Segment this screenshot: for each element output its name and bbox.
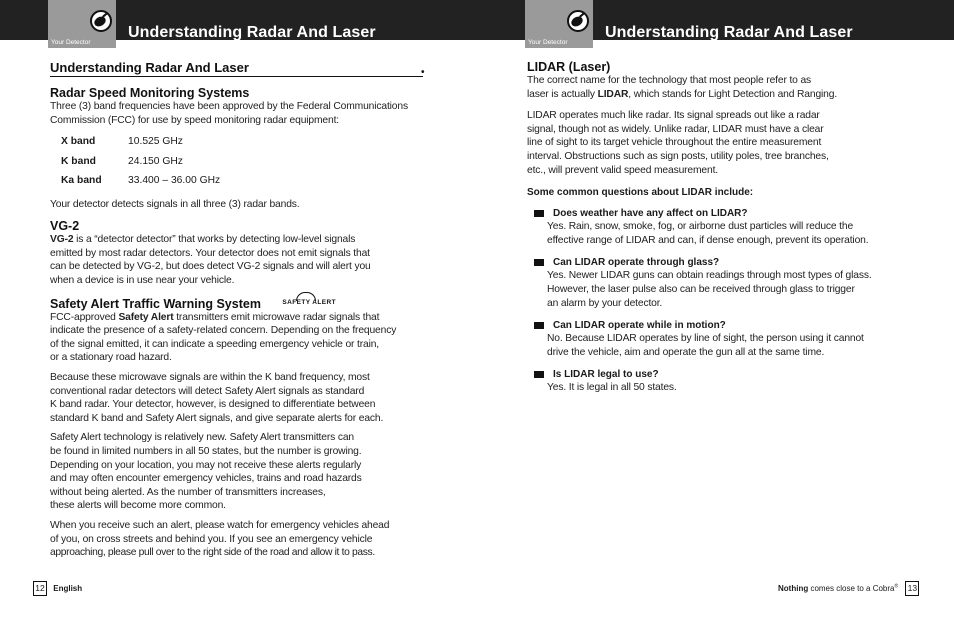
radar-detector-icon — [567, 10, 589, 32]
tab-label: Your Detector — [51, 39, 91, 46]
section-tab — [525, 0, 593, 48]
footer-language: English — [53, 584, 83, 593]
rule-dot: • — [421, 67, 425, 78]
qa-item: Does weather have any affect on LIDAR? Yes. Rain, snow, smoke, fog, or airborne dust particles will reduce the effective range of LIDAR and can, if dense enough, prevent its operation. — [527, 207, 872, 247]
radar-heading: Radar Speed Monitoring Systems — [50, 86, 250, 100]
right-page — [477, 0, 954, 630]
square-bullet-icon — [534, 322, 544, 329]
lidar-paragraph-2: LIDAR operates much like radar. Its signal spreads out like a radar signal, though not as widely. Unlike radar, LIDAR must have a clear line of sight to its target vehicle throughout the entire measurement interval. Obstructions such as sign posts, utility poles, tree branches, etc., will prevent valid speed measurement. — [527, 110, 829, 176]
qa-item: Is LIDAR legal to use? Yes. It is legal in all 50 states. — [527, 368, 872, 395]
left-content — [50, 60, 423, 560]
radar-outro: Your detector detects signals in all three (3) radar bands. — [50, 198, 300, 210]
vg2-paragraph: VG-2 is a “detector detector” that works by detecting low-level signals emitted by most radar detectors. Your detector does not emit signals that can be detected by VG-2, but does detect VG-2 signals and will alert you when a device is in use near your vehicle. — [50, 234, 371, 287]
page-footer — [778, 581, 919, 596]
lidar-paragraph-1: The correct name for the technology that most people refer to as laser is actually LIDAR, which stands for Light Detection and Ranging. — [527, 75, 838, 100]
radar-intro: Three (3) band frequencies have been approved by the Federal Communications Commission (FCC) for use by speed monitoring radar equipment: — [50, 101, 408, 126]
safety-paragraph-3: Safety Alert technology is relatively new. Safety Alert transmitters can be found in limited numbers in all 50 states, but the number is growing. Depending on your location, you may not receive these alerts regularly and may often encounter emergency vehicles, trains and road hazards without being alerted. As the number of transmitters increases, these alerts will become more common. — [50, 432, 362, 512]
vg2-heading: VG-2 — [50, 219, 80, 234]
square-bullet-icon — [534, 371, 544, 378]
band-row: K band 24.150 GHz — [61, 155, 183, 167]
radar-detector-icon — [90, 10, 112, 32]
band-table — [61, 132, 423, 191]
section-title: Understanding Radar And Laser — [50, 60, 423, 77]
section-tab — [48, 0, 116, 48]
square-bullet-icon — [534, 259, 544, 266]
tab-label: Your Detector — [528, 39, 568, 46]
qa-item: Can LIDAR operate while in motion? No. Because LIDAR operates by line of sight, the person using it cannot drive the vehicle, aim and operate the gun all at the same time. — [527, 319, 872, 359]
qa-item: Can LIDAR operate through glass? Yes. Newer LIDAR guns can obtain readings through most types of glass. However, the laser pulse also can be received through glass to trigger an alarm by your detector. — [527, 256, 872, 310]
lidar-heading: LIDAR (Laser) — [527, 60, 611, 74]
right-content — [527, 60, 872, 395]
square-bullet-icon — [534, 210, 544, 217]
safety-alert-logo: SAFETY ALERT — [276, 298, 348, 310]
questions-lead: Some common questions about LIDAR include: — [527, 187, 754, 199]
safety-paragraph-4: When you receive such an alert, please watch for emergency vehicles ahead of you, on cross streets and behind you. If you see an emergency vehicle approaching, please pull over to the right side of the road and allow it to pass. — [50, 519, 390, 559]
band-row: X band 10.525 GHz — [61, 136, 183, 148]
page-number: 13 — [905, 581, 919, 596]
page-number: 12 — [33, 581, 47, 596]
footer-tagline: Nothing comes close to a Cobra® — [778, 583, 899, 594]
band-row: Ka band 33.400 – 36.00 GHz — [61, 175, 221, 187]
page-footer — [33, 581, 82, 596]
safety-paragraph-1: FCC-approved Safety Alert transmitters emit microwave radar signals that indicate the presence of a safety-related concern. Depending on the frequency of the signal emitted, it can indicate a speeding emergency vehicle or train, or a stationary road hazard. — [50, 311, 397, 364]
header-title: Understanding Radar And Laser — [605, 24, 853, 41]
safety-paragraph-2: Because these microwave signals are within the K band frequency, most conventional radar detectors will detect Safety Alert signals as standard K band radar. Your detector, however, is designed to differentiate between standard K band and Safety Alert signals, and give separate alerts for each. — [50, 372, 384, 424]
header-title: Understanding Radar And Laser — [128, 24, 376, 41]
safety-heading: Safety Alert Traffic Warning System SAFETY ALERT — [50, 297, 423, 311]
